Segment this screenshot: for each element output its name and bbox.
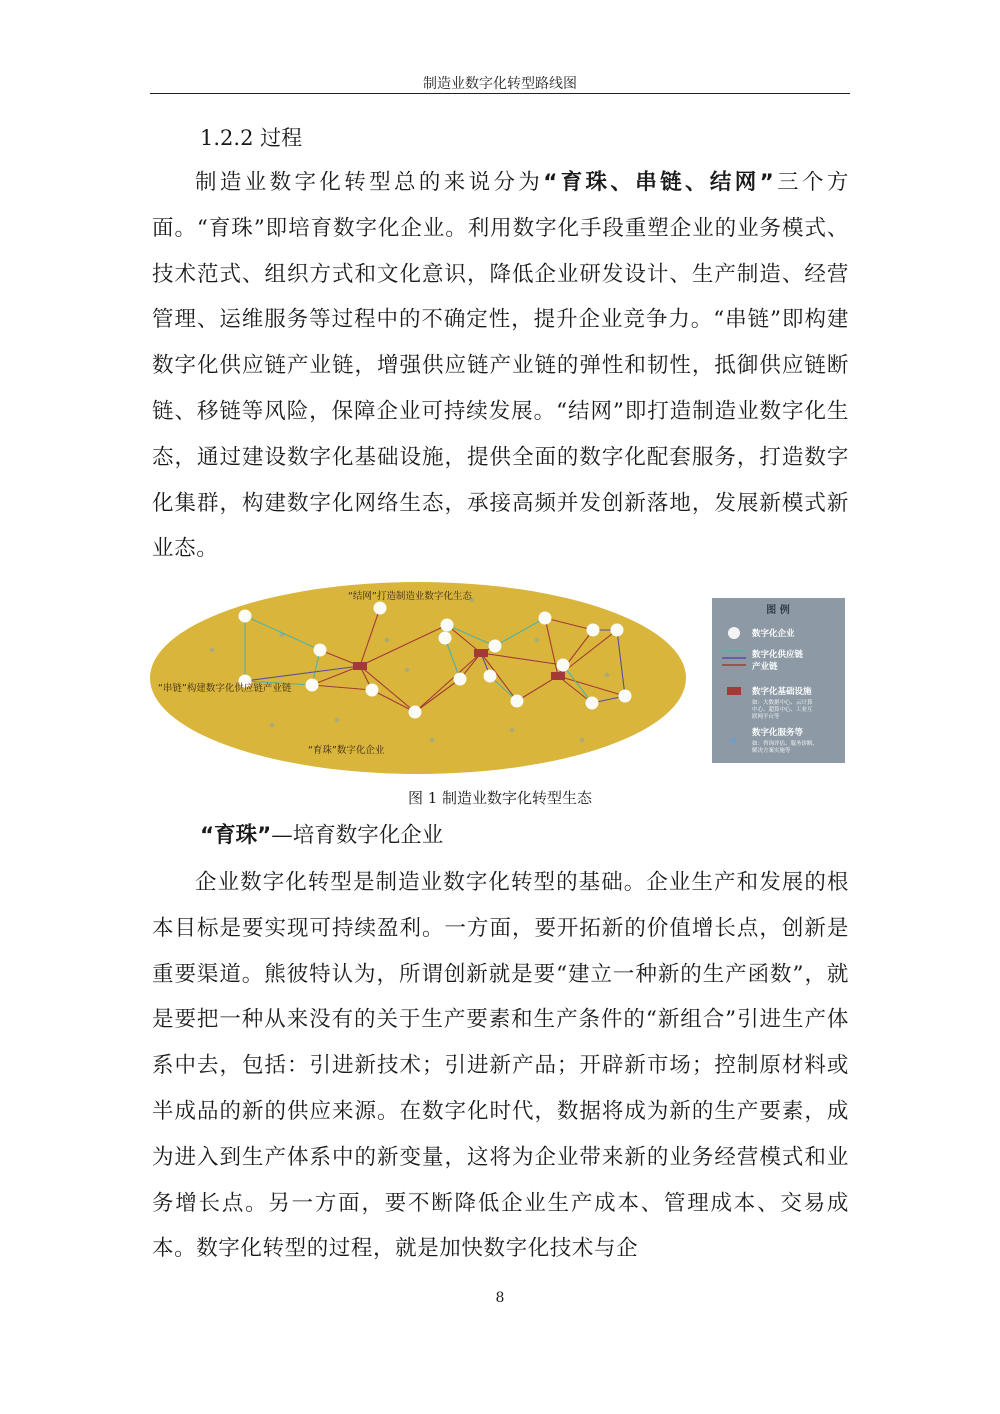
ecosystem-diagram bbox=[150, 578, 850, 778]
enterprise-node bbox=[484, 670, 497, 683]
enterprise-node bbox=[586, 697, 599, 710]
enterprise-node bbox=[511, 695, 524, 708]
legend-title: 图 例 bbox=[766, 605, 790, 616]
infrastructure-node bbox=[551, 672, 565, 680]
legend-infra-note: 如：大数据中心、云计算 bbox=[752, 700, 813, 706]
infrastructure-node bbox=[474, 649, 488, 657]
ecosystem-ellipse bbox=[150, 582, 686, 774]
enterprise-node bbox=[557, 659, 570, 672]
page-number: 8 bbox=[495, 1290, 505, 1306]
legend-service-note: 如：咨询评估、服务诊断、 bbox=[752, 741, 819, 747]
legend-industry-chain-label: 产业链 bbox=[752, 662, 778, 672]
subsection-heading bbox=[200, 818, 443, 849]
label-jiewang: “结网”打造制造业数字化生态 bbox=[348, 591, 472, 602]
running-header: 制造业数字化转型路线图 bbox=[423, 76, 577, 92]
enterprise-node bbox=[409, 706, 422, 719]
enterprise-node bbox=[454, 673, 467, 686]
figure-caption: 图 1 制造业数字化转型生态 bbox=[407, 789, 593, 807]
header-rule bbox=[150, 93, 850, 94]
legend bbox=[712, 598, 845, 763]
enterprise-node bbox=[306, 679, 319, 692]
legend-infra-note: 中心、超算中心、工业互 bbox=[752, 707, 813, 713]
enterprise-node bbox=[619, 690, 632, 703]
infrastructure-node bbox=[353, 662, 367, 670]
section-heading: 1.2.2 过程 bbox=[200, 126, 303, 150]
enterprise-node bbox=[611, 624, 624, 637]
intro-bold-phrase: “育珠、串链、结网” bbox=[543, 170, 775, 195]
intro-paragraph bbox=[152, 160, 849, 572]
legend-enterprise-icon bbox=[728, 627, 740, 639]
enterprise-node bbox=[439, 632, 452, 645]
enterprise-node bbox=[539, 612, 552, 625]
enterprise-node bbox=[239, 610, 252, 623]
enterprise-node bbox=[366, 684, 379, 697]
intro-lead: 制造业数字化转型总的来说分为 bbox=[195, 170, 544, 195]
legend-infra-icon bbox=[727, 687, 741, 695]
intro-rest: 三个方面。“育珠”即培育数字化企业。利用数字化手段重塑企业的业务模式、技术范式、组织方式和文化意识，降低企业研发设计、生产制造、经营管理、运维服务等过程中的不确定性，提升企业竞争力。“串链”即构建数字化供应链产业链，增强供应链产业链的弹性和韧性，抵御供应链断链、移链等风险，保障企业可持续发展。“结网”即打造制造业数字化生态，通过建设数字化基础设施，提供全面的数字化配套服务，打造数字化集群，构建数字化网络生态，承接高频并发创新落地，发展新模式新业态。 bbox=[152, 170, 850, 562]
subsection-heading-rest: —培育数字化企业 bbox=[271, 823, 444, 848]
subsection-heading-bold: “育珠” bbox=[200, 823, 272, 848]
legend-chain-label: 数字化供应链 bbox=[752, 650, 804, 660]
legend-infra-note: 联网平台等 bbox=[752, 714, 780, 720]
legend-service-note: 解决方案实施等 bbox=[752, 748, 791, 754]
enterprise-node bbox=[441, 619, 454, 632]
label-chuanlian: “串链”构建数字化供应链产业链 bbox=[158, 683, 292, 694]
enterprise-node bbox=[314, 644, 327, 657]
legend-service-label: 数字化服务等 bbox=[752, 728, 804, 738]
enterprise-node bbox=[587, 624, 600, 637]
enterprise-node bbox=[374, 602, 387, 615]
enterprise-node bbox=[489, 640, 502, 653]
legend-enterprise-label: 数字化企业 bbox=[752, 629, 795, 639]
legend-infra-label: 数字化基础设施 bbox=[752, 687, 812, 697]
legend-box bbox=[712, 598, 845, 763]
label-yuzhu: “育珠”数字化企业 bbox=[308, 745, 385, 756]
body-paragraph: 企业数字化转型是制造业数字化转型的基础。企业生产和发展的根本目标是要实现可持续盈利。一方面，要开拓新的价值增长点，创新是重要渠道。熊彼特认为，所谓创新就是要“建立一种新的生产函数”，就是要把一种从来没有的关于生产要素和生产条件的“新组合”引进生产体系中去，包括：引进新技术；引进新产品；开辟新市场；控制原材料或半成品的新的供应来源。在数字化时代，数据将成为新的生产要素，成为进入到生产体系中的新变量，这将为企业带来新的业务经营模式和业务增长点。另一方面，要不断降低企业生产成本、管理成本、交易成本。数字化转型的过程，就是加快数字化技术与企 bbox=[152, 870, 849, 1262]
ecosystem-figure bbox=[150, 578, 850, 778]
